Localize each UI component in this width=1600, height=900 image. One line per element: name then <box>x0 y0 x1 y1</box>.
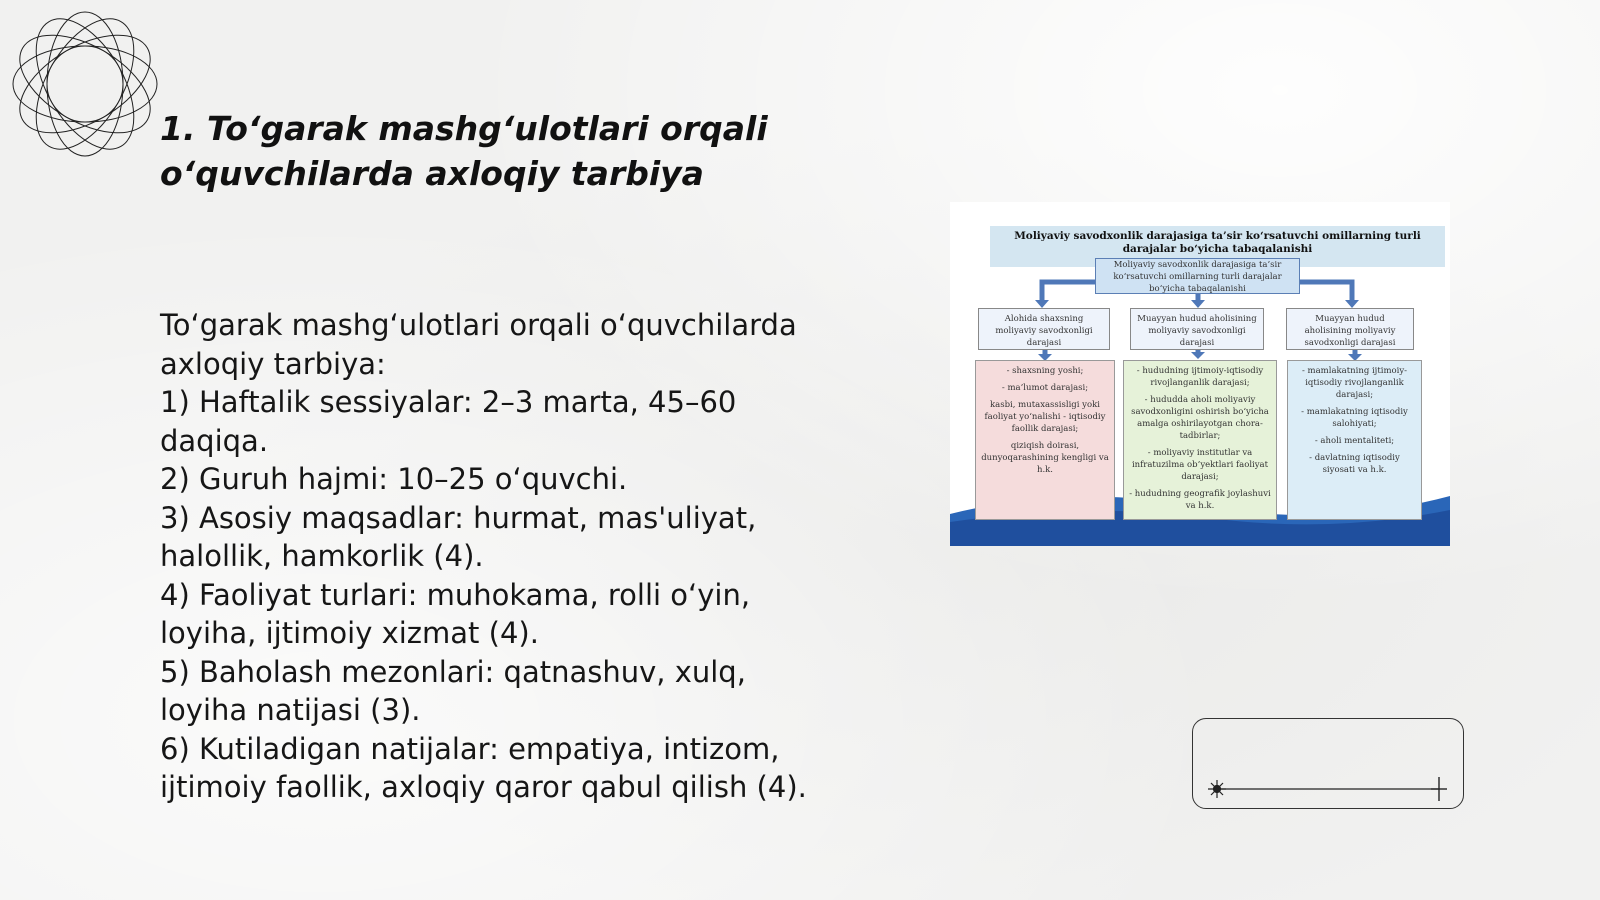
diagram-item: - mamlakatning ijtimoiy-iqtisodiy rivojlanganlik darajasi; <box>1301 366 1408 400</box>
body-line: 6) Kutiladigan natijalar: empatiya, intizom, <box>160 731 780 766</box>
body-line: 4) Faoliyat turlari: muhokama, rolli o‘yin, <box>160 577 751 612</box>
frame-line <box>1193 719 1465 810</box>
diagram-column-header: Muayyan hudud aholisining moliyaviy savodxonligi darajasi <box>1286 308 1414 350</box>
body-line: daqiqa. <box>160 423 269 458</box>
slide-title: 1. To‘garak mashg‘ulotlari orqali o‘quvchilarda axloqiy tarbiya <box>160 109 768 193</box>
diagram-item: kasbi, mutaxassisligi yoki faoliyat yo‘nalishi - iqtisodiy faollik darajasi; <box>984 400 1106 434</box>
body-line: 2) Guruh hajmi: 10–25 o‘quvchi. <box>160 462 628 496</box>
diagram-item: - moliyaviy institutlar va infratuzilma ob’yektlari faoliyat darajasi; <box>1131 448 1269 482</box>
diagram-center-box: Moliyaviy savodxonlik darajasiga ta’sir ko‘rsatuvchi omillarning turli darajalar bo‘yicha tabaqalanishi <box>1095 258 1300 294</box>
diagram-title: Moliyaviy savodxonlik darajasiga ta’sir ko‘rsatuvchi omillarning turli darajalar bo‘yicha tabaqalanishi <box>990 226 1445 267</box>
diagram-column-header: Muayyan hudud aholisining moliyaviy savodxonligi darajasi <box>1130 308 1264 350</box>
circular-rosette-icon <box>10 10 160 158</box>
diagram-item: - davlatning iqtisodiy siyosati va h.k. <box>1309 453 1400 475</box>
diagram-item: - hududda aholi moliyaviy savodxonligini oshirish bo‘yicha amalga oshirilayotgan chora-tadbirlar; <box>1131 395 1269 441</box>
diagram-column <box>1287 360 1422 520</box>
body-line: halollik, hamkorlik (4). <box>160 539 484 573</box>
diagram-item: - hududning geografik joylashuvi va h.k. <box>1129 489 1271 511</box>
body-line: loyiha, ijtimoiy xizmat (4). <box>160 616 539 650</box>
body-line: 5) Baholash mezonlari: qatnashuv, xulq, <box>160 654 746 689</box>
sparkle-icon <box>1431 777 1447 801</box>
sun-icon <box>1208 780 1226 798</box>
diagram-item: - mamlakatning iqtisodiy salohiyati; <box>1301 407 1408 429</box>
decorative-frame <box>1192 718 1464 809</box>
diagram-item: - ma’lumot darajasi; <box>1001 383 1089 393</box>
diagram-item: qiziqish doirasi, dunyoqarashining kengligi va h.k. <box>981 441 1109 475</box>
body-line: 3) Asosiy maqsadlar: hurmat, mas'uliyat, <box>160 500 757 535</box>
diagram-column <box>1123 360 1277 520</box>
diagram-item: - shaxsning yoshi; <box>1006 366 1084 376</box>
body-line: 1) Haftalik sessiyalar: 2–3 marta, 45–60 <box>160 385 737 419</box>
slide-body <box>160 306 840 807</box>
diagram-item: - aholi mentaliteti; <box>1314 436 1395 446</box>
diagram-column-header: Alohida shaxsning moliyaviy savodxonligi darajasi <box>978 308 1110 350</box>
diagram-column <box>975 360 1115 520</box>
diagram-item: - hududning ijtimoiy-iqtisodiy rivojlanganlik darajasi; <box>1136 366 1264 388</box>
body-line: To‘garak mashg‘ulotlari orqali o‘quvchilarda <box>160 308 797 342</box>
body-line: loyiha natijasi (3). <box>160 693 421 727</box>
diagram-image <box>950 202 1450 546</box>
body-line: ijtimoiy faollik, axloqiy qaror qabul qilish (4). <box>160 770 807 804</box>
body-line: axloqiy tarbiya: <box>160 346 386 381</box>
